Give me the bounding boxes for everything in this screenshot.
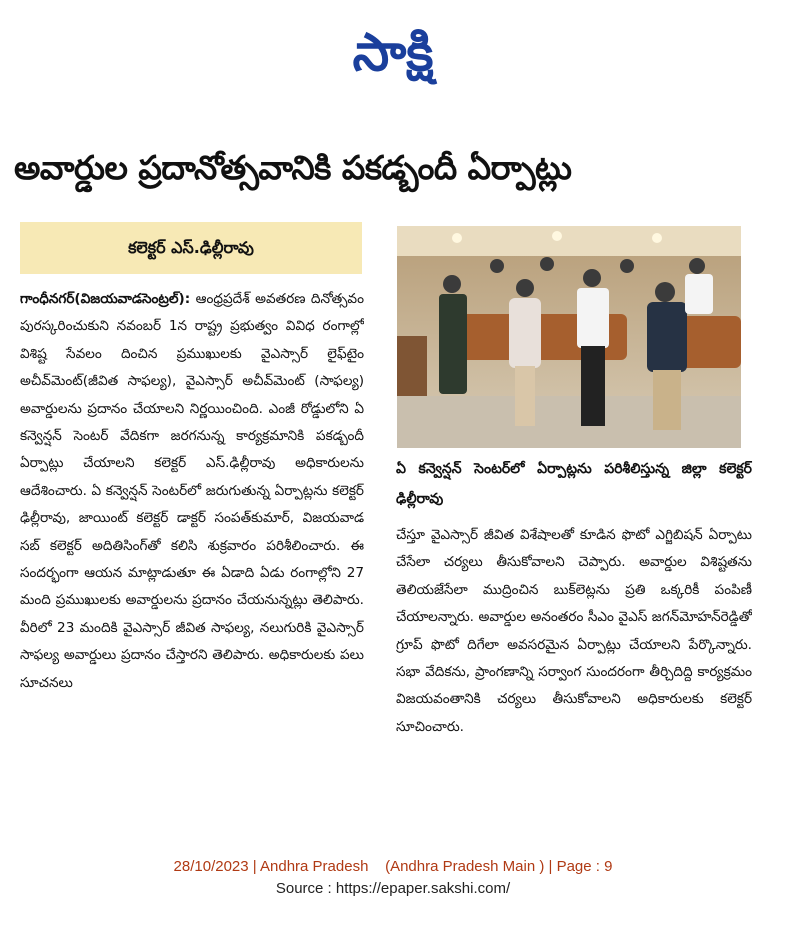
photo-caption: ఏ కన్వెన్షన్ సెంటర్‌లో ఏర్పాట్లను పరిశీలిస్తున్న జిల్లా కలెక్టర్ ఢిల్లీరావు	[396, 461, 752, 507]
article-body-left: ఆంధ్రప్రదేశ్ అవతరణ దినోత్సవం పురస్కరించుకుని నవంబర్ 1న రాష్ట్ర ప్రభుత్వం వివిధ రంగాల్లో విశిష్ట సేవలం దించిన ప్రముఖులకు వైఎస్సార్ లైఫ్‌టైం అచీవ్‌మెంట్(జీవిత సాఫల్య), వైఎస్సార్ అచీవ్‌మెంట్ (సాఫల్య) అవార్డులను ప్రదానం చేయాలని నిర్ణయించింది. ఎంజీ రోడ్డులోని ఏ కన్వెన్షన్ సెంటర్ వేదికగా జరగనున్న కార్యక్రమానికి పకడ్బందీ ఏర్పాట్లు చేయాలని కలెక్టర్ ఎస్.ఢిల్లీరావు అధికారులను ఆదేశించారు. ఏ కన్వెన్షన్ సెంటర్‌లో జరుగుతున్న ఏర్పాట్లను కలెక్టర్ ఢిల్లీరావు, జాయింట్ కలెక్టర్ డాక్టర్ సంపత్‌కుమార్, విజయవాడ సబ్ కలెక్టర్ అదితిసింగ్‌తో కలిసి శుక్రవారం పరిశీలించారు. ఈ సందర్భంగా ఆయన మాట్లాడుతూ ఈ ఏడాది ఏడు రంగాల్లోని 27 మంది ప్రముఖులకు అవార్డులను ప్రదానం చేయనున్నట్లు తెలిపారు. వీరిలో 23 మందికి వైఎస్సార్ జీవిత సాఫల్య, నలుగురికి వైఎస్సార్ సాఫల్య అవార్డులు ప్రదానం చేస్తారని తెలిపారు. అధికారులకు పలు సూచనలు	[20, 291, 364, 691]
footer-date: 28/10/2023	[173, 858, 249, 875]
byline-text: కలెక్టర్ ఎస్.ఢిల్లీరావు	[128, 238, 254, 257]
page-footer	[0, 856, 786, 900]
logo-text: సాక్షి	[352, 23, 434, 83]
article-body-right: చేస్తూ వైఎస్సార్ జీవిత విశేషాలతో కూడిన ఫొటో ఎగ్జిబిషన్ ఏర్పాటు చేసేలా చర్యలు తీసుకోవాలని చెప్పారు. అవార్డుల విశిష్టతను తెలియజేసేలా ముద్రించిన బుక్‌లెట్లను ప్రతి ఒక్కరికీ పంపిణీ చేయాలన్నారు. అవార్డుల అనంతరం సీఎం వైఎస్ జగన్‌మోహన్‌రెడ్డితో గ్రూప్ ఫొటో దిగేలా అవసరమైన ఏర్పాట్లు చేయాలని పేర్కొన్నారు. సభా వేదికను, ప్రాంగణాన్ని సర్వాంగ సుందరంగా తీర్చిదిద్ది కార్యక్రమం విజయవంతానికి చర్యలు తీసుకోవాలని అధికారులకు కలెక్టర్ సూచించారు.	[396, 527, 752, 735]
sakshi-logo-mark	[288, 14, 498, 90]
footer-edition: Andhra Pradesh	[260, 858, 369, 875]
footer-separator: |	[248, 858, 261, 875]
footer-sub-edition: (Andhra Pradesh Main )	[385, 858, 545, 875]
footer-separator: |	[544, 858, 557, 875]
footer-meta	[0, 856, 786, 878]
photo-illustration	[397, 226, 741, 448]
footer-page: Page : 9	[556, 858, 613, 875]
sakshi-logo[interactable]	[288, 14, 498, 90]
article-column-left	[20, 286, 364, 806]
footer-source[interactable]: Source : https://epaper.sakshi.com/	[275, 880, 511, 897]
article-column-right	[396, 522, 752, 812]
article-photo	[397, 226, 741, 448]
article-headline: అవార్డుల ప్రదానోత్సవానికి పకడ్బందీ ఏర్పాట్లు	[14, 148, 572, 187]
byline-box	[20, 222, 362, 274]
dateline: గాంధీనగర్(విజయవాడసెంట్రల్):	[20, 291, 191, 307]
